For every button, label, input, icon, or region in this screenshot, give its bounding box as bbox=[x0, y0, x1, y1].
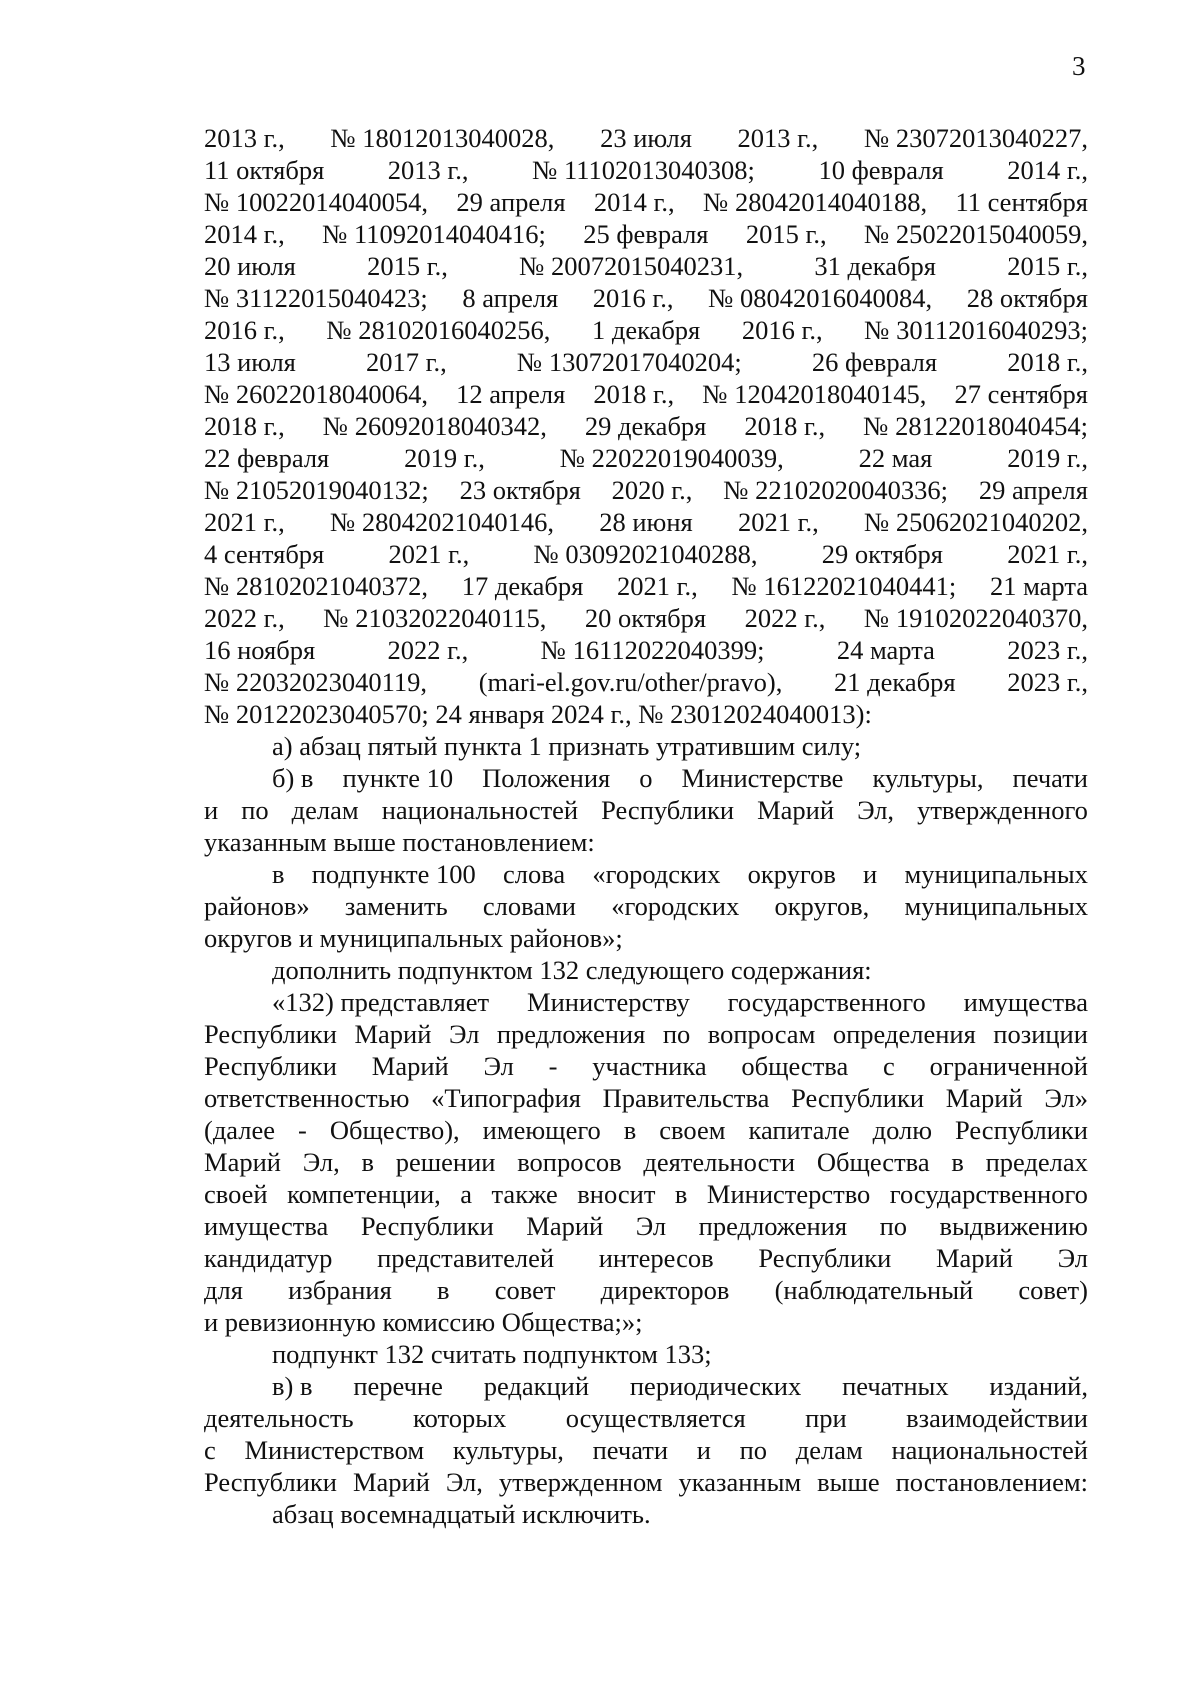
text-word: интересов bbox=[598, 1243, 714, 1273]
text-line bbox=[204, 186, 1088, 218]
text-word: печатных bbox=[842, 1371, 949, 1401]
text-word: деятельность bbox=[204, 1403, 354, 1433]
text-word: Марий bbox=[935, 1243, 1013, 1273]
text-line bbox=[204, 506, 1088, 538]
text-word: также bbox=[491, 1179, 558, 1209]
text-word: 23 октября bbox=[459, 475, 581, 505]
text-word: общества bbox=[741, 1051, 849, 1081]
text-line bbox=[204, 1402, 1088, 1434]
text-word: государственного bbox=[727, 987, 926, 1017]
text-word: культуры, bbox=[872, 763, 984, 793]
text-word: № 22022019040039, bbox=[559, 443, 784, 473]
text-line bbox=[204, 474, 1088, 506]
text-word: компетенции, bbox=[287, 1179, 441, 1209]
text-word: Эл bbox=[483, 1051, 514, 1081]
text-word: № 26092018040342, bbox=[322, 411, 547, 441]
text-word: 2013 г., bbox=[204, 123, 285, 153]
text-word: Министерстве bbox=[681, 763, 844, 793]
text-word: кандидатур bbox=[204, 1243, 333, 1273]
text-line bbox=[204, 730, 1088, 762]
text-line bbox=[204, 1338, 1088, 1370]
text-word: вносит bbox=[577, 1179, 656, 1209]
text-word: слова bbox=[502, 859, 566, 889]
text-word: 13 июля bbox=[204, 347, 296, 377]
text-word: и bbox=[696, 1435, 711, 1465]
text-word: и bbox=[204, 795, 219, 825]
text-word: № 18012013040028, bbox=[330, 123, 555, 153]
text-line bbox=[204, 954, 1088, 986]
text-word: 8 апреля bbox=[462, 283, 559, 313]
text-word: Марий bbox=[371, 1051, 449, 1081]
text-word: «132) представляет bbox=[272, 987, 490, 1017]
text-word: Общество), bbox=[329, 1115, 460, 1145]
text-word: 31 декабря bbox=[814, 251, 936, 281]
text-line bbox=[204, 218, 1088, 250]
text-word: 2015 г., bbox=[745, 219, 827, 249]
text-word: 17 декабря bbox=[461, 571, 584, 601]
text-word: № 08042016040084, bbox=[708, 283, 933, 313]
text-line bbox=[204, 1082, 1088, 1114]
text-word: в bbox=[272, 859, 285, 889]
text-word: Республики bbox=[758, 1243, 892, 1273]
text-word: Марий bbox=[945, 1083, 1023, 1113]
text-word: имущества bbox=[204, 1211, 329, 1241]
text-line bbox=[204, 922, 1088, 954]
text-word: 2021 г., bbox=[737, 507, 819, 537]
text-word: в bbox=[623, 1115, 637, 1145]
text-word: 23 июля bbox=[600, 123, 692, 153]
text-word: утвержденном bbox=[498, 1467, 663, 1497]
text-line bbox=[204, 122, 1088, 154]
text-line bbox=[204, 1178, 1088, 1210]
text-word: № 13072017040204; bbox=[516, 347, 742, 377]
text-word: вопросам bbox=[707, 1019, 816, 1049]
text-word: 2022 г., bbox=[744, 603, 826, 633]
text-word: № 10022014040054, bbox=[204, 187, 429, 217]
text-word: в) в bbox=[272, 1371, 313, 1401]
text-word: № 25062021040202, bbox=[863, 507, 1088, 537]
text-line bbox=[204, 1434, 1088, 1466]
text-line bbox=[204, 154, 1088, 186]
text-word: 2019 г., bbox=[404, 443, 485, 473]
text-word: округов bbox=[747, 859, 836, 889]
text-word: 27 сентября bbox=[954, 379, 1088, 409]
text-word: Марий bbox=[354, 1019, 432, 1049]
text-line bbox=[204, 1018, 1088, 1050]
text-word: в bbox=[361, 1147, 374, 1177]
text-word: вопросов bbox=[517, 1147, 622, 1177]
text-word: 2014 г., bbox=[593, 187, 675, 217]
text-word: 29 апреля bbox=[456, 187, 566, 217]
text-line bbox=[204, 1466, 1088, 1498]
text-line bbox=[204, 858, 1088, 890]
text-word: Марий bbox=[757, 795, 835, 825]
text-word: с bbox=[883, 1051, 895, 1081]
text-word: своем bbox=[659, 1115, 726, 1145]
text-word: капитале bbox=[748, 1115, 850, 1145]
text-word: ограниченной bbox=[929, 1051, 1088, 1081]
text-word: 2021 г., bbox=[204, 507, 285, 537]
text-word: Правительства bbox=[602, 1083, 770, 1113]
text-line bbox=[204, 890, 1088, 922]
text-word: 4 сентября bbox=[204, 539, 325, 569]
text-word: ответственностью bbox=[204, 1083, 410, 1113]
text-line bbox=[204, 762, 1088, 794]
text-word: государственного bbox=[889, 1179, 1088, 1209]
text-word: (наблюдательный bbox=[774, 1275, 974, 1305]
text-word: № 16122021040441; bbox=[731, 571, 957, 601]
text-word: подпункте 100 bbox=[311, 859, 476, 889]
text-line bbox=[204, 826, 1088, 858]
text-word: № 16112022040399; bbox=[540, 635, 765, 665]
text-word: 29 октября bbox=[821, 539, 943, 569]
text-word: пределах bbox=[985, 1147, 1088, 1177]
text-word: 2023 г., bbox=[1007, 635, 1088, 665]
text-word: № 22032023040119, bbox=[204, 667, 428, 697]
text-line bbox=[204, 602, 1088, 634]
text-word: № 03092021040288, bbox=[533, 539, 758, 569]
text-word: 25 февраля bbox=[583, 219, 709, 249]
text-word: а) абзац пятый пункта 1 признать утратившим силу; bbox=[272, 731, 862, 761]
text-word: № 25022015040059, bbox=[863, 219, 1088, 249]
text-word: 22 мая bbox=[858, 443, 933, 473]
text-word: 16 ноября bbox=[204, 635, 316, 665]
text-word: Общества bbox=[816, 1147, 930, 1177]
text-word: «городских bbox=[592, 859, 721, 889]
text-word: перечне bbox=[353, 1371, 443, 1401]
text-word: имущества bbox=[963, 987, 1088, 1017]
text-word: муниципальных bbox=[904, 891, 1088, 921]
text-word: абзац восемнадцатый исключить. bbox=[272, 1499, 651, 1529]
text-word: Марий bbox=[526, 1211, 604, 1241]
text-word: округов, bbox=[774, 891, 870, 921]
text-word: (mari-el.gov.ru/other/pravo), bbox=[478, 667, 783, 697]
text-word: 2015 г., bbox=[367, 251, 448, 281]
text-word: 2013 г., bbox=[387, 155, 469, 185]
text-word: делам bbox=[795, 1435, 863, 1465]
text-word: 2022 г., bbox=[387, 635, 469, 665]
text-word: в bbox=[674, 1179, 688, 1209]
text-word: указанным выше постановлением: bbox=[204, 827, 595, 857]
text-line bbox=[204, 1114, 1088, 1146]
text-line bbox=[204, 282, 1088, 314]
text-word: осуществляется bbox=[565, 1403, 746, 1433]
text-word: дополнить подпунктом 132 следующего содержания: bbox=[272, 955, 872, 985]
text-line bbox=[204, 698, 1088, 730]
text-word: 2020 г., bbox=[611, 475, 693, 505]
text-word: № 11092014040416; bbox=[322, 219, 546, 249]
text-word: по bbox=[739, 1435, 768, 1465]
text-word: совет bbox=[494, 1275, 556, 1305]
text-word: Министерство bbox=[706, 1179, 871, 1209]
text-word: избрания bbox=[288, 1275, 392, 1305]
text-word: и bbox=[863, 859, 878, 889]
text-word: решении bbox=[395, 1147, 496, 1177]
text-word: периодических bbox=[629, 1371, 802, 1401]
text-word: б) в bbox=[272, 763, 314, 793]
text-word: Республики bbox=[360, 1211, 494, 1241]
text-word: 10 февраля bbox=[818, 155, 944, 185]
text-word: 2022 г., bbox=[204, 603, 285, 633]
text-word: Республики bbox=[791, 1083, 925, 1113]
text-word: 2014 г., bbox=[1007, 155, 1088, 185]
text-word: культуры, bbox=[452, 1435, 564, 1465]
text-word: 20 июля bbox=[204, 251, 296, 281]
text-word: Республики bbox=[955, 1115, 1088, 1145]
text-word: Эл, bbox=[445, 1467, 483, 1497]
text-word: пункте 10 bbox=[342, 763, 454, 793]
text-word: 11 сентября bbox=[955, 187, 1088, 217]
text-word: 20 октября bbox=[584, 603, 707, 633]
text-word: для bbox=[204, 1275, 243, 1305]
text-line bbox=[204, 634, 1088, 666]
text-word: по bbox=[241, 795, 269, 825]
text-word: определения bbox=[832, 1019, 976, 1049]
text-word: при bbox=[805, 1403, 847, 1433]
text-word: № 28122018040454; bbox=[863, 411, 1088, 441]
text-word: 2013 г., bbox=[737, 123, 819, 153]
text-word: выше bbox=[817, 1467, 880, 1497]
text-word: выдвижению bbox=[939, 1211, 1088, 1241]
text-word: по bbox=[662, 1019, 691, 1049]
text-word: своей bbox=[204, 1179, 268, 1209]
text-line bbox=[204, 250, 1088, 282]
text-word: деятельности bbox=[643, 1147, 796, 1177]
text-word: районов» bbox=[204, 891, 310, 921]
text-word: 2014 г., bbox=[204, 219, 285, 249]
text-word: 2015 г., bbox=[1007, 251, 1088, 281]
text-word: № 12042018040145, bbox=[702, 379, 927, 409]
text-word: 28 июня bbox=[599, 507, 693, 537]
text-line bbox=[204, 1274, 1088, 1306]
text-word: 2018 г., bbox=[204, 411, 285, 441]
text-word: № 22102020040336; bbox=[723, 475, 949, 505]
text-word: в bbox=[437, 1275, 450, 1305]
text-word: 26 февраля bbox=[811, 347, 938, 377]
text-line bbox=[204, 314, 1088, 346]
text-word: директоров bbox=[600, 1275, 730, 1305]
text-line bbox=[204, 986, 1088, 1018]
text-word: имеющего bbox=[482, 1115, 601, 1145]
text-line bbox=[204, 1210, 1088, 1242]
text-word: № 20072015040231, bbox=[519, 251, 744, 281]
text-word: в bbox=[951, 1147, 964, 1177]
text-word: 2017 г., bbox=[366, 347, 447, 377]
text-line bbox=[204, 1370, 1088, 1402]
text-word: 2018 г., bbox=[1007, 347, 1088, 377]
text-word: - bbox=[298, 1115, 307, 1145]
text-word: 28 октября bbox=[966, 283, 1088, 313]
text-word: 2018 г., bbox=[593, 379, 675, 409]
text-word: Республики bbox=[204, 1019, 337, 1049]
text-line bbox=[204, 378, 1088, 410]
text-word: 2021 г., bbox=[1007, 539, 1088, 569]
text-word: № 26022018040064, bbox=[204, 379, 429, 409]
text-word: 24 марта bbox=[836, 635, 935, 665]
text-word: по bbox=[879, 1211, 908, 1241]
text-word: 21 декабря bbox=[834, 667, 956, 697]
text-word: № 21052019040132; bbox=[204, 475, 429, 505]
text-word: Эл bbox=[448, 1019, 480, 1049]
text-word: 2019 г., bbox=[1007, 443, 1088, 473]
text-word: 2016 г., bbox=[204, 315, 285, 345]
text-word: Марий bbox=[204, 1147, 281, 1177]
text-line bbox=[204, 794, 1088, 826]
text-word: Эл, bbox=[857, 795, 895, 825]
text-word: 21 марта bbox=[989, 571, 1088, 601]
text-word: Республики bbox=[204, 1051, 337, 1081]
text-word: 29 декабря bbox=[584, 411, 707, 441]
text-word: 2016 г., bbox=[592, 283, 674, 313]
text-word: муниципальных bbox=[904, 859, 1088, 889]
text-word: участника bbox=[592, 1051, 707, 1081]
text-word: № 28102021040372, bbox=[204, 571, 429, 601]
text-word: (далее bbox=[204, 1115, 276, 1145]
text-word: «городских bbox=[611, 891, 740, 921]
text-word: 12 апреля bbox=[456, 379, 566, 409]
text-word: 2016 г., bbox=[741, 315, 823, 345]
text-word: предложения bbox=[496, 1019, 646, 1049]
text-line bbox=[204, 1146, 1088, 1178]
text-line bbox=[204, 1306, 1088, 1338]
text-word: 2021 г., bbox=[388, 539, 470, 569]
text-word: № 23072013040227, bbox=[863, 123, 1088, 153]
text-word: № 28042014040188, bbox=[703, 187, 928, 217]
text-line bbox=[204, 442, 1088, 474]
text-word: Положения bbox=[482, 763, 611, 793]
text-word: Эл, bbox=[302, 1147, 340, 1177]
text-word: округов и муниципальных районов»; bbox=[204, 923, 623, 953]
text-line bbox=[204, 570, 1088, 602]
text-word: 2021 г., bbox=[616, 571, 698, 601]
text-word: № 20122023040570; 24 января 2024 г., № 23012024040013): bbox=[204, 699, 872, 729]
text-word: национальностей bbox=[891, 1435, 1088, 1465]
text-line bbox=[204, 1498, 1088, 1530]
text-word: указанным bbox=[678, 1467, 802, 1497]
text-word: заменить bbox=[344, 891, 448, 921]
text-word: № 28102016040256, bbox=[326, 315, 551, 345]
text-word: 1 декабря bbox=[591, 315, 701, 345]
text-word: Эл bbox=[635, 1211, 667, 1241]
text-word: подпункт 132 считать подпунктом 133; bbox=[272, 1339, 712, 1369]
text-word: 2018 г., bbox=[744, 411, 826, 441]
text-word: Республики bbox=[204, 1467, 337, 1497]
text-word: № 21032022040115, bbox=[323, 603, 547, 633]
text-word: и ревизионную комиссию Общества;»; bbox=[204, 1307, 643, 1337]
document-body bbox=[204, 122, 1088, 1530]
text-word: Республики bbox=[601, 795, 735, 825]
text-word: делам bbox=[291, 795, 359, 825]
text-word: печати bbox=[592, 1435, 669, 1465]
text-word: «Типография bbox=[431, 1083, 581, 1113]
text-word: национальностей bbox=[381, 795, 579, 825]
text-word: 22 февраля bbox=[204, 443, 330, 473]
text-line bbox=[204, 538, 1088, 570]
text-word: - bbox=[548, 1051, 558, 1081]
text-word: а bbox=[460, 1179, 473, 1209]
text-word: 11 октября bbox=[204, 155, 325, 185]
text-word: с bbox=[204, 1435, 216, 1465]
text-word: № 28042021040146, bbox=[329, 507, 555, 537]
text-word: изданий, bbox=[989, 1371, 1088, 1401]
text-word: взаимодействии bbox=[906, 1403, 1088, 1433]
text-word: представителей bbox=[377, 1243, 555, 1273]
text-word: 29 апреля bbox=[978, 475, 1088, 505]
text-word: Марий bbox=[352, 1467, 430, 1497]
text-line bbox=[204, 410, 1088, 442]
text-word: печати bbox=[1012, 763, 1088, 793]
text-word: о bbox=[639, 763, 653, 793]
text-word: совет) bbox=[1018, 1275, 1088, 1305]
text-line bbox=[204, 666, 1088, 698]
text-word: Министерству bbox=[527, 987, 690, 1017]
text-word: которых bbox=[413, 1403, 507, 1433]
text-word: Министерством bbox=[244, 1435, 425, 1465]
text-line bbox=[204, 346, 1088, 378]
page-number: 3 bbox=[1072, 51, 1086, 81]
text-word: постановлением: bbox=[895, 1467, 1088, 1497]
text-word: Эл bbox=[1057, 1243, 1088, 1273]
text-word: редакций bbox=[483, 1371, 590, 1401]
text-word: № 31122015040423; bbox=[204, 283, 428, 313]
text-word: № 11102013040308; bbox=[532, 155, 755, 185]
text-word: утвержденного bbox=[917, 795, 1088, 825]
text-word: № 19102022040370, bbox=[863, 603, 1088, 633]
text-word: долю bbox=[872, 1115, 933, 1145]
text-word: Эл» bbox=[1044, 1083, 1088, 1113]
text-word: словами bbox=[482, 891, 576, 921]
text-word: 2023 г., bbox=[1007, 667, 1088, 697]
text-line bbox=[204, 1050, 1088, 1082]
text-word: позиции bbox=[993, 1019, 1088, 1049]
text-word: № 30112016040293; bbox=[864, 315, 1088, 345]
text-word: предложения bbox=[698, 1211, 848, 1241]
text-line bbox=[204, 1242, 1088, 1274]
